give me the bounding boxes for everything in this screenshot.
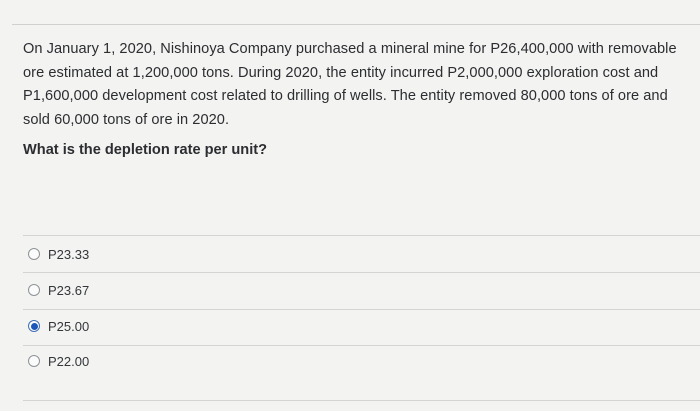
top-divider — [12, 24, 700, 25]
option-divider — [23, 345, 700, 346]
bottom-divider — [23, 400, 700, 401]
option-2[interactable] — [28, 280, 89, 300]
option-label: P23.33 — [48, 246, 90, 262]
question-prompt: What is the depletion rate per unit? — [23, 142, 268, 158]
radio-selected-icon[interactable] — [28, 320, 40, 332]
option-label: P23.67 — [48, 282, 90, 298]
option-label: P25.00 — [48, 318, 90, 334]
radio-unselected-icon[interactable] — [28, 248, 40, 260]
option-3[interactable] — [28, 316, 89, 336]
option-1[interactable] — [28, 244, 89, 264]
option-divider — [23, 309, 700, 310]
option-divider — [23, 272, 700, 273]
radio-unselected-icon[interactable] — [28, 284, 40, 296]
question-text: On January 1, 2020, Nishinoya Company purchased a mineral mine for P26,400,000 with removable ore estimated at 1,200,000 tons. During 2020, the entity incurred P2,000,000 exploration cost and P1,600,000 development cost related to drilling of wells. The entity removed 80,000 tons of ore and sold 60,000 tons of ore in 2020. — [23, 41, 677, 128]
radio-unselected-icon[interactable] — [28, 355, 40, 367]
option-label: P22.00 — [48, 353, 90, 369]
option-4[interactable] — [28, 351, 89, 371]
option-divider — [23, 235, 700, 236]
